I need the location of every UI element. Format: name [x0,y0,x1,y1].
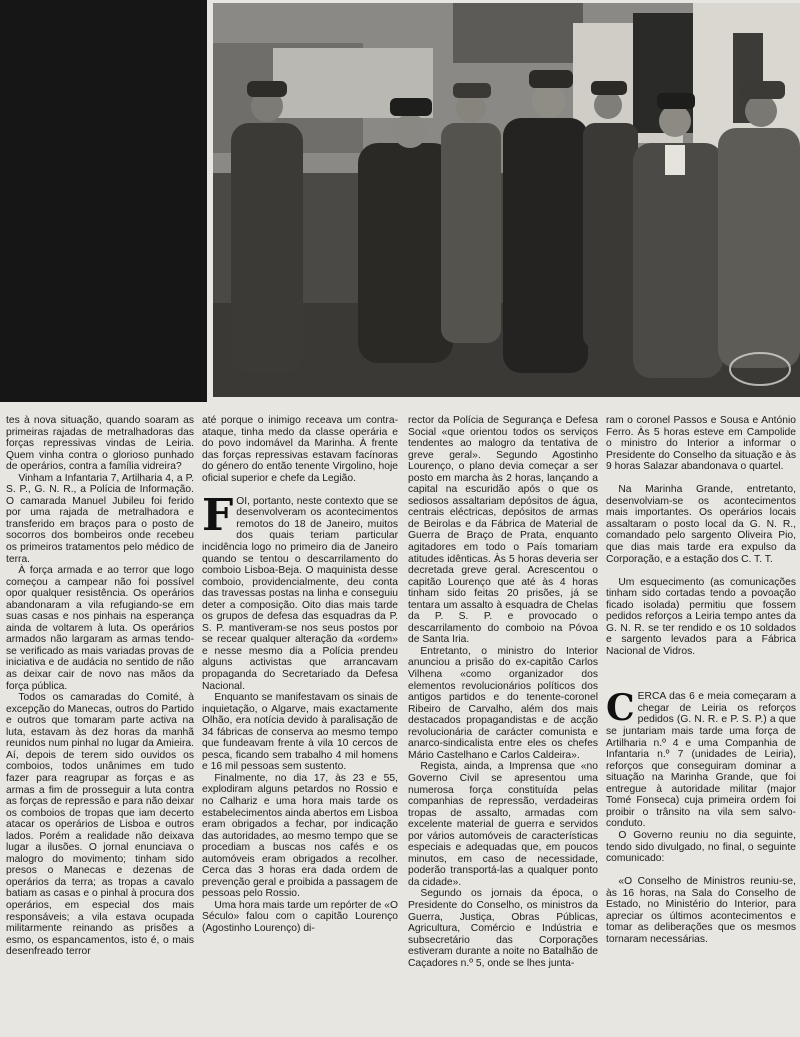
paragraph: até porque o inimigo receava um contra-ataque, tinha medo da classe operária e do povo indomável da Marinha. À frente das forças repressivas estavam facínoras do género do então tenente Virgolino, hoje oficial superior e chefe da Legião. [202,415,398,484]
paragraph: rector da Polícia de Segurança e Defesa Social «que orientou todos os serviços tendentes ao malogro da tentativa de greve geral». Segundo Agostinho Lourenço, o plano devia começar a ser posto em marcha às 2 horas, lançando a capital na escuridão após o que os sediosos assaltariam depósitos de água, centrais eléctricas, depósitos de armas de Beirolas e da Fábrica de Material de Guerra de Braço de Prata, enquanto agitadores em todo o País tomariam atitudes idênticas. Às 5 horas deveria ser decretada greve geral. Acrescentou o capitão Lourenço que até às 4 horas tinham sido feitas 20 prisões, já se tentara um assalto à esquadra de Chelas da P. S. P. e provocado o descarrilamento do comboio na Póvoa de Santa Iria. [408,415,598,646]
paragraph: Finalmente, no dia 17, às 23 e 55, explodiram alguns petardos no Rossio e no Calhariz e uma hora mais tarde os estabelecimentos ainda abertos em Lisboa eram obrigados a fechar, por indicação das autoridades, ao mesmo tempo que se procediam a buscas nos cafés e os automóveis eram obrigados a recolher. Cerca das 3 horas era dada ordem de prevenção geral e proibida a passagem de pessoas pelo Rossio. [202,772,398,900]
paragraph-text: ERCA das 6 e meia começaram a chegar de Leiria os reforços pedidos (G. N. R. e P. S. P.) a que se juntariam mais tarde uma força de Artilharia n.º 4 e uma Companhia de Infantaria n.º 7 (unidades de Leiria), reforços que conseguiram dominar a situação na Marinha Grande, que foi entregue à autoridade militar (major Tomé Fonseca) cuja primeira ordem foi proibir o trânsito na vila sem salvo-conduto. [606,691,796,830]
historical-photograph-military-officers-icon [213,3,800,397]
paragraph: Vinham a Infantaria 7, Artilharia 4, a P. S. P., G. N. R., a Polícia de Informação. O camarada Manuel Jubileu foi ferido por uma rajada de metralhadora e transferido em braços para o posto de socorros dos bombeiros onde recebeu os primeiros tratamentos pelo médico de terra. [6,472,194,565]
paragraph: Um esquecimento (as comunicações tinham sido cortadas tendo a povoação ficado isolada) permitiu que fossem pedidos reforços a Leiria tempo antes da G. N. R. se ter rendido e os 10 soldados e sargento levados para a Fábrica Nacional de Vidros. [606,576,796,657]
paragraph: tes à nova situação, quando soaram as primeiras rajadas de metralhadoras das forças repressivas vindas de Leiria. Quem vinha contra o glorioso punhado de operários, contra a família vidreira? [6,415,194,473]
dropcap-letter: C [606,687,635,730]
text-column-2 [202,415,398,1035]
paragraph: ram o coronel Passos e Sousa e António Ferro. Às 5 horas esteve em Campolide o ministro do Interior a informar o Presidente do Conselho da situação e às 9 horas Salazar abandonava o quartel. [606,415,796,473]
dropcap-letter: F [202,489,234,541]
paragraph: Enquanto se manifestavam os sinais de inquietação, o Algarve, mais exactamente Olhão, era notícia devido à paralisação de 34 fábricas de conserva ao mesmo tempo que fundeavam frente à vila 10 cercos de pesca, ficando sem trabalho 4 mil homens e 16 mil pessoas sem sustento. [202,692,398,773]
text-column-3 [408,415,598,1035]
text-column-1 [6,415,194,1035]
paragraph: Na Marinha Grande, entretanto, desenvolviam-se os acontecimentos mais importantes. Os operários locais assaltaram o posto local da G. N. R., comandado pelo sargento Oliveira Pio, que dias mais tarde era expulso da Corporação, e a estação dos C. T. T. [606,484,796,565]
text-column-4 [606,415,796,1035]
historical-photograph [213,3,800,397]
paragraph-text: OI, portanto, neste contexto que se desenvolveram os acontecimentos remotos do 18 de Janeiro, muitos dos quais teriam particular incidência logo no primeiro dia de Janeiro quando se tentou o descarrilamento do comboio Lisboa-Beja. O maquinista desse comboio, providencialmente, deu conta das travessas postas na linha e conseguiu deter a composição. Oito dias mais tarde os grupos de defesa das esquadras da P. S. P. mantiveram-se nos seus postos por se recear qualquer alteração da «ordem» e nesse mesmo dia a Polícia prendeu alguns activistas que arrancavam propaganda do Secretariado da Defesa Nacional. [202,495,398,692]
paragraph-with-dropcap [606,687,796,830]
paragraph: À força armada e ao terror que logo começou a campear não foi possível opor qualquer resistência. Os operários abandonaram a vila refugiando-se em suas casas e nos pinhais na esperança ainda de voltarem à luta. Os operários armados não largaram as armas tendo-se verificado as mais variadas provas de iniciativa e de audácia no sentido de não as deixar cair de novo nas mãos da força pública. [6,565,194,692]
paragraph: Entretanto, o ministro do Interior anunciou a prisão do ex-capitão Carlos Vilhena «como organizador dos elementos revolucionários políticos dos antigos partidos e do tenente-coronel Ribeiro de Carvalho, além dos mais destacados propagandistas e de acção revolucionária de carácter comunista e anarco-sindicalista entre eles os chefes Mário Castelhano e Carlos Caldeira». [408,645,598,761]
paragraph: O Governo reuniu no dia seguinte, tendo sido divulgado, no final, o seguinte comunicado: [606,829,796,865]
paragraph-with-dropcap [202,489,398,692]
paragraph: Todos os camaradas do Comité, à excepção do Manecas, outros do Partido e outros que tomaram parte activa na luta, estavam às dez horas da manhã reunidos num pinhal no lugar da Amieira. Aí, depois de terem sido ouvidos os comboios, todos unânimes em tudo fazer para reagrupar as forças e as armas a fim de prosseguir a luta contra as forças de repressão e para não deixar os comboios de tropas que iam decerto atacar os operários de Lisboa e outros lados. Porém a realidade não deixava lugar a ilusões. O jornal enunciava o malogro do movimento; tinham sido presos o Manecas e dezenas de operários da terra; as tropas a cavalo batiam as casas e o pinhal à procura dos operários, em especial dos mais responsáveis; a vila estava ocupada militarmente reinando as prisões a esmo, os espancamentos, isto é, o mais desenfreado terror [6,692,194,958]
paragraph: «O Conselho de Ministros reuniu-se, às 16 horas, na Sala do Conselho de Estado, no Ministério do Interior, para apreciar os últimos acontecimentos e tomar as deliberações que os mesmos tornaram necessárias. [606,876,796,945]
paragraph: Regista, ainda, a Imprensa que «no Governo Civil se apresentou uma numerosa força constituída pelas companhias de repressão, verdadeiras tropas de assalto, armadas com excelente material de guerra e servidos por vários automóveis de características especiais e adequadas que, em poucos minutos, em caso de necessidade, poderão transportá-las a qualquer ponto da cidade». [408,761,598,888]
photo-left-black-border [0,0,207,402]
paragraph: Segundo os jornais da época, o Presidente do Conselho, os ministros da Guerra, Justiça, Obras Públicas, Agricultura, Comércio e Indústria e subsecretário das Corporações estiveram durante a noite no Batalhão de Caçadores n.º 5, onde se lhes junta- [408,888,598,969]
paragraph: Uma hora mais tarde um repórter de «O Século» falou com o capitão Lourenço (Agostinho Lourenço) di- [202,899,398,935]
watermark-stamp-icon [728,349,792,389]
